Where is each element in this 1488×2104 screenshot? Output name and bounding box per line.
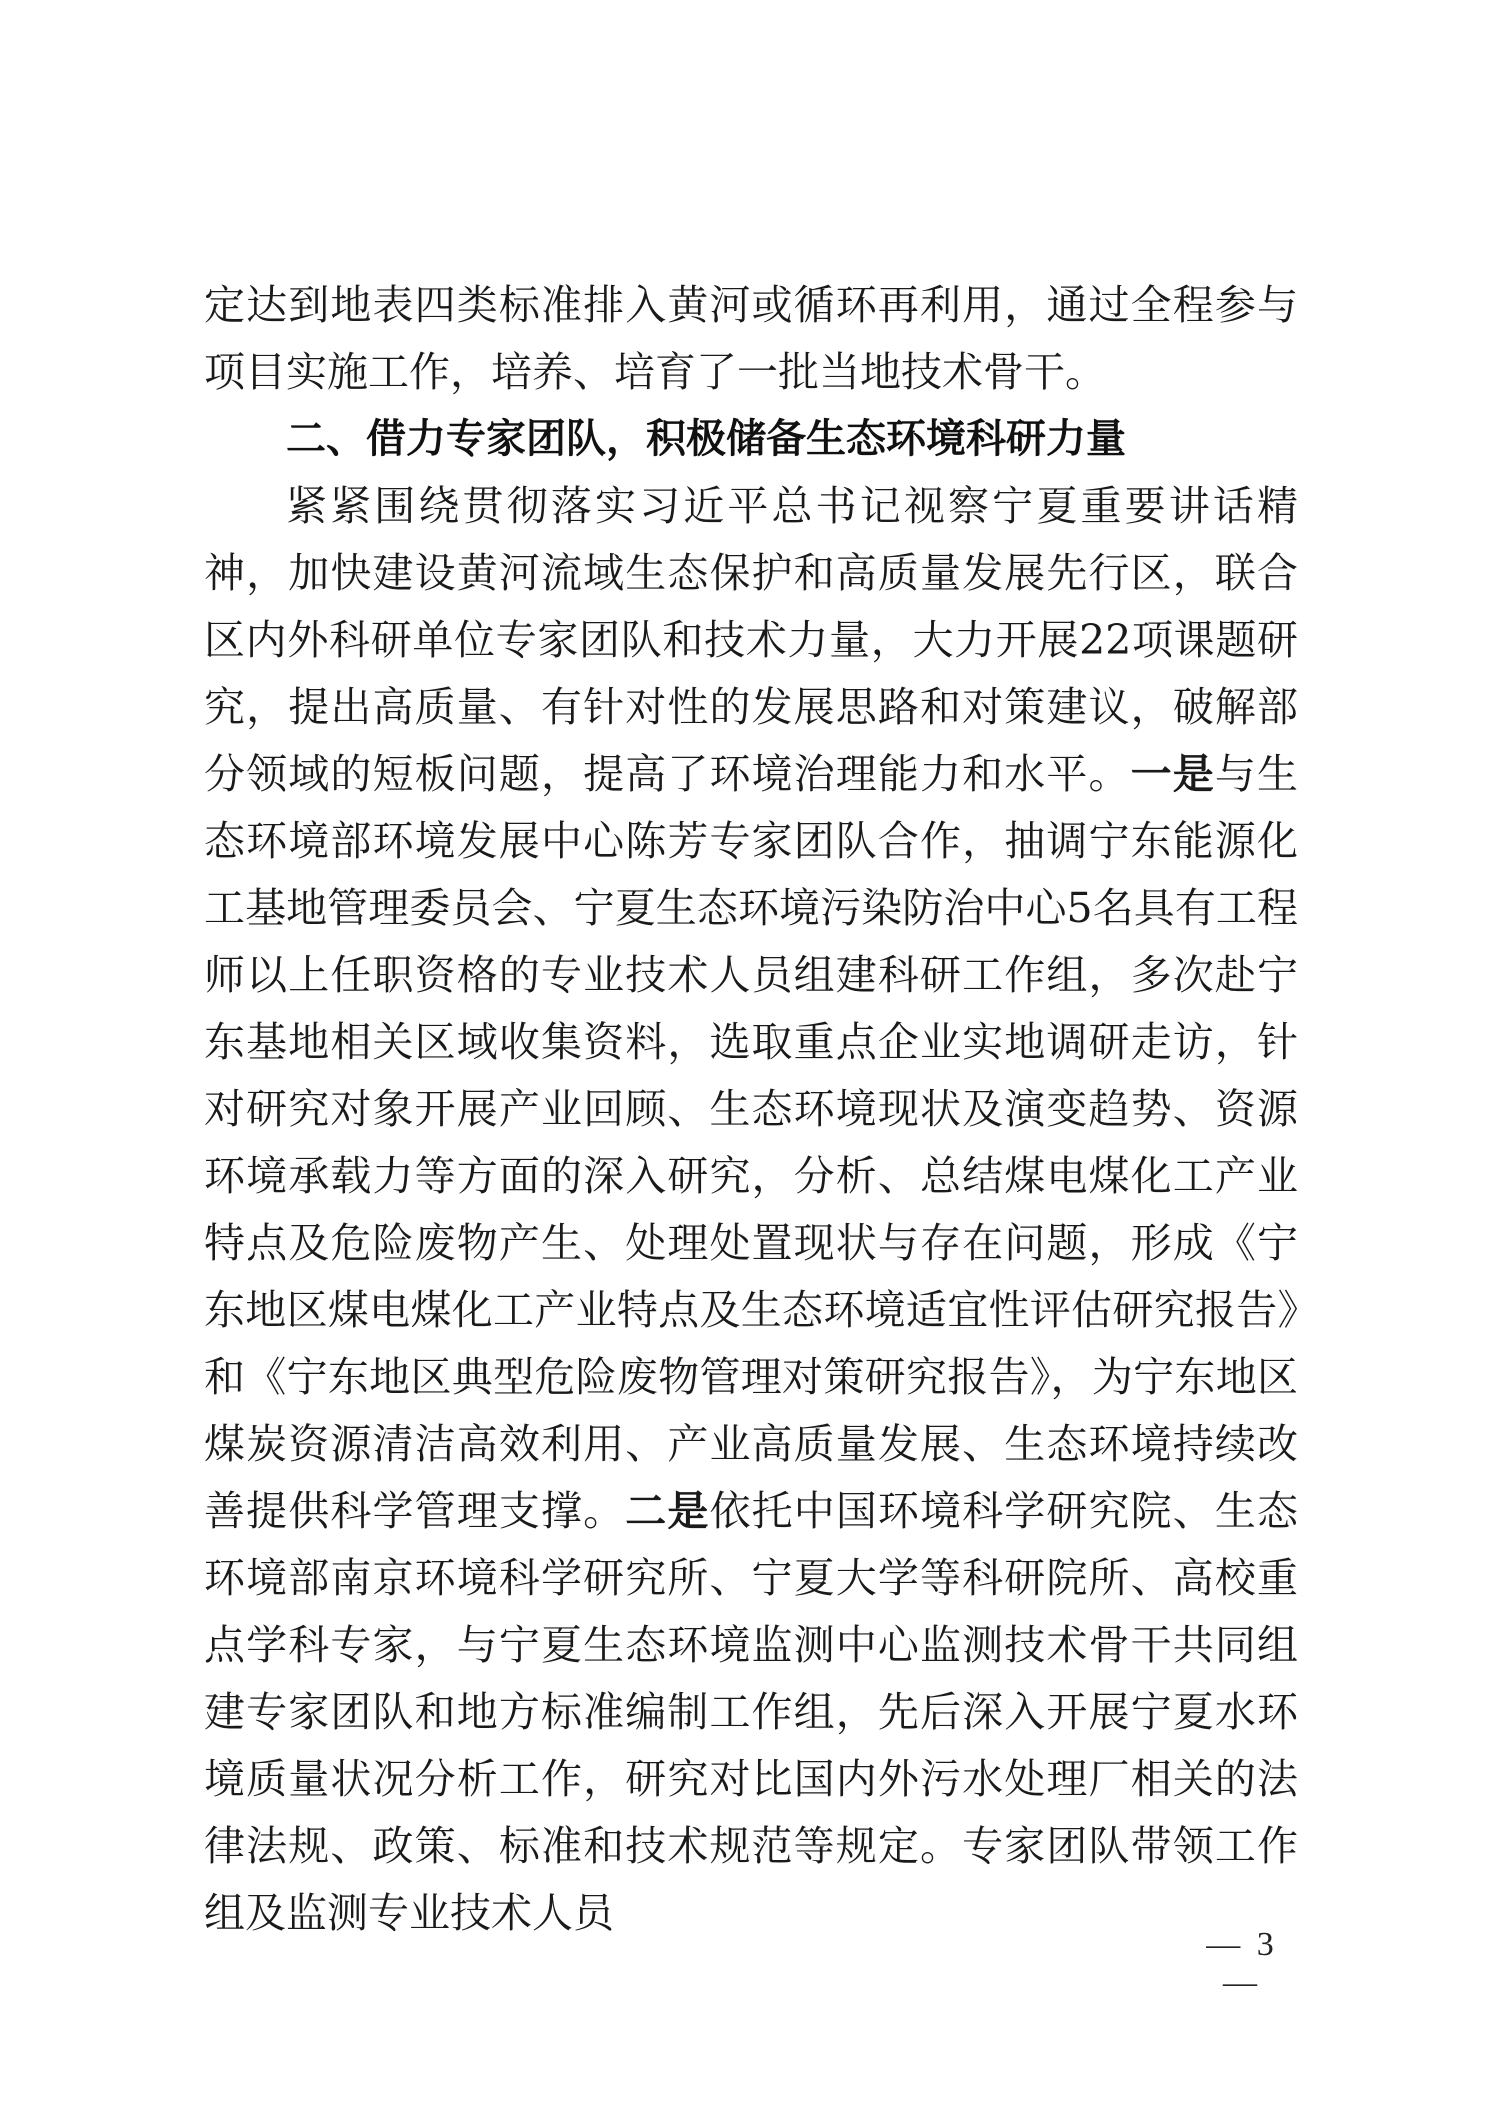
point-two-text: 依托中国环境科学研究院、生态环境部南京环境科学研究所、宁夏大学等科研院所、高校重点学科专家，与宁夏生态环境监测中心监测技术骨干共同组建专家团队和地方标准编制工作组，先后深入开展宁夏水环境质量状况分析工作，研究对比国内外污水处理厂相关的法律法规、政策、标准和技术规范等规定。专家团队带领工作组及监测专业技术人员 [204, 1487, 1299, 1937]
section-heading: 二、借力专家团队，积极储备生态环境科研力量 [286, 416, 1126, 462]
main-paragraph [204, 473, 1298, 1947]
continuation-paragraph: 定达到地表四类标准排入黄河或循环再利用，通过全程参与项目实施工作，培养、培育了一批当地技术骨干。 [204, 281, 1298, 396]
point-one-marker: 一是 [1130, 750, 1215, 798]
point-one-text: 与生态环境部环境发展中心陈芳专家团队合作，抽调宁东能源化工基地管理委员会、宁夏生态环境污染防治中心5名具有工程师以上任职资格的专业技术人员组建科研工作组，多次赴宁东基地相关区域收集资料，选取重点企业实地调研走访，针对研究对象开展产业回顾、生态环境现状及演变趋势、资源环境承载力等方面的深入研究，分析、总结煤电煤化工产业特点及危险废物产生、处理处置现状与存在问题，形成《宁东地区煤电煤化工产业特点及生态环境适宜性评估研究报告》和《宁东地区典型危险废物管理对策研究报告》，为宁东地区煤炭资源清洁高效利用、产业高质量发展、生态环境持续改善提供科学管理支撑。 [204, 750, 1299, 1535]
document-body [204, 272, 1298, 1947]
page-number: — 3 — [1206, 1926, 1278, 2001]
point-two-marker: 二是 [625, 1487, 710, 1535]
paragraph-intro: 紧紧围绕贯彻落实习近平总书记视察宁夏重要讲话精神，加快建设黄河流域生态保护和高质量发展先行区，联合区内外科研单位专家团队和技术力量，大力开展22项课题研究，提出高质量、有针对性的发展思路和对策建议，破解部分领域的短板问题，提高了环境治理能力和水平。 [204, 482, 1298, 798]
